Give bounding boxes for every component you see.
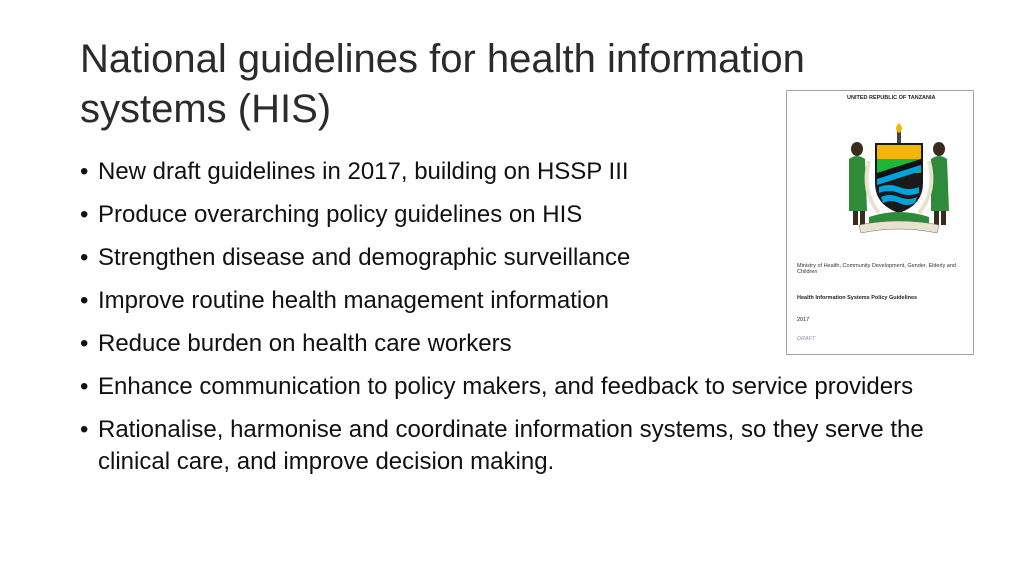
tanzania-coat-of-arms-icon (839, 121, 959, 241)
cover-draft-label: DRAFT (797, 336, 816, 342)
slide-title: National guidelines for health information systems (HIS) (80, 37, 805, 131)
bullet-item: • Reduce burden on health care workers (80, 328, 718, 360)
document-cover-image (786, 90, 974, 355)
cover-year: 2017 (797, 317, 810, 323)
bullet-item: • Strengthen disease and demographic surveillance (80, 242, 718, 274)
cover-country: UNITED REPUBLIC OF TANZANIA (847, 95, 936, 101)
cover-document-title: Health Information Systems Policy Guidelines (797, 295, 918, 301)
bullet-item: • New draft guidelines in 2017, building on HSSP III (80, 156, 718, 188)
bullet-item: • Rationalise, harmonise and coordinate information systems, so they serve the clinical care, and improve decision making. (80, 414, 940, 478)
cover-ministry: Ministry of Health, Community Development, Gender, Elderly and Children (797, 263, 956, 275)
bullet-item: • Improve routine health management information (80, 285, 718, 317)
bullet-item: • Enhance communication to policy makers, and feedback to service providers (80, 371, 940, 403)
bullet-item: • Produce overarching policy guidelines on HIS (80, 199, 718, 231)
